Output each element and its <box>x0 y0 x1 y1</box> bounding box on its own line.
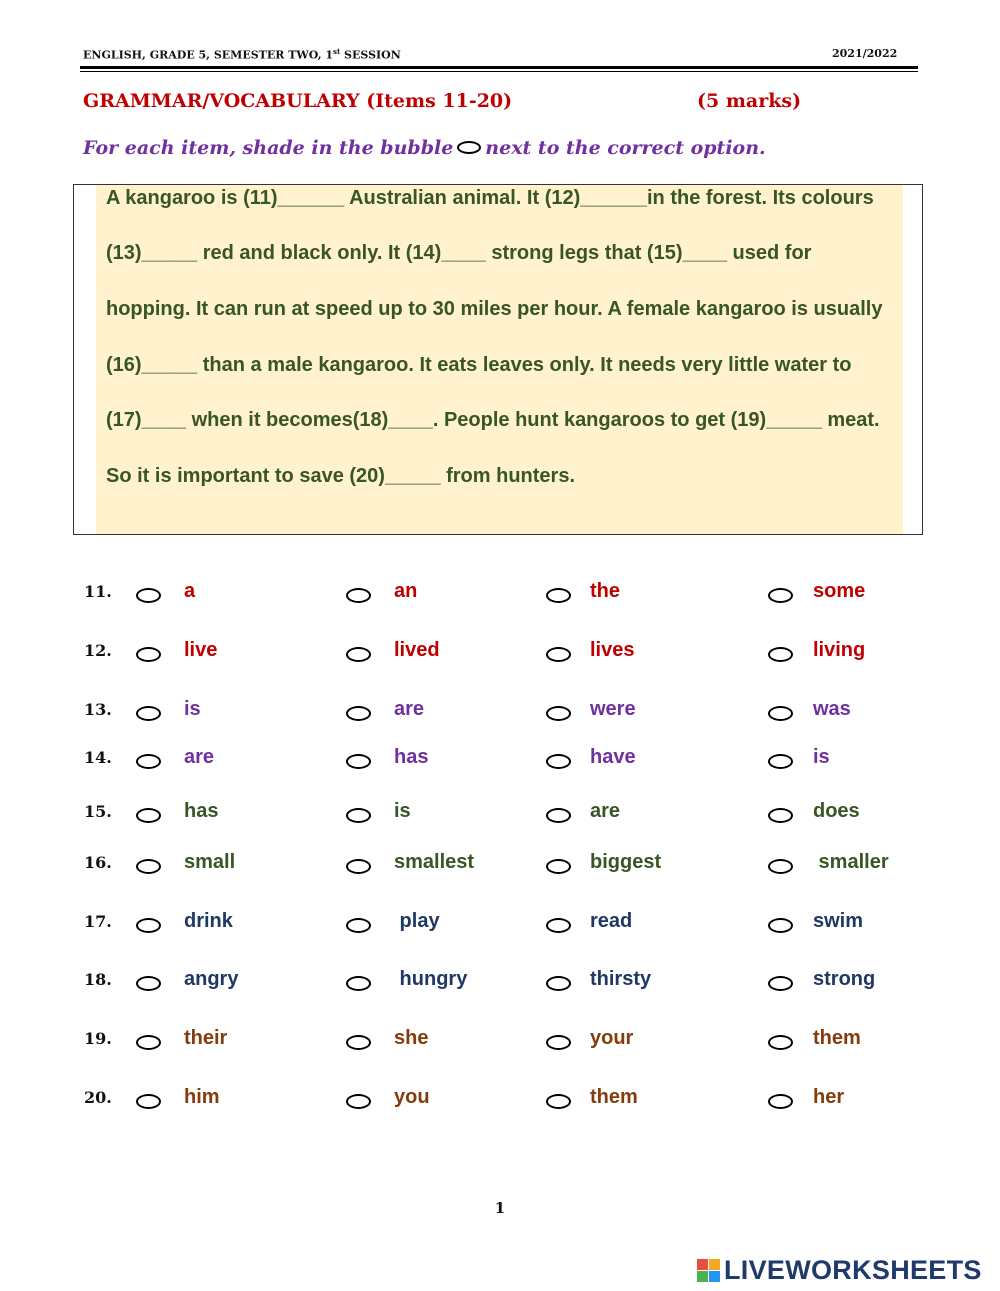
answer-bubble[interactable] <box>346 706 371 721</box>
item-number: 20. <box>84 1088 112 1107</box>
answer-bubble[interactable] <box>546 859 571 874</box>
answer-option[interactable]: some <box>813 580 866 602</box>
answer-option[interactable]: was <box>813 698 851 720</box>
item-number: 18. <box>84 970 112 989</box>
answer-bubble[interactable] <box>768 706 793 721</box>
logo-mark-icon <box>697 1259 720 1282</box>
passage-line: A kangaroo is (11)______ Australian animal. It (12)______in the forest. Its colours <box>106 187 874 209</box>
answer-bubble[interactable] <box>346 976 371 991</box>
answer-option[interactable]: drink <box>184 910 233 932</box>
answer-option[interactable]: him <box>184 1086 220 1108</box>
answer-bubble[interactable] <box>346 588 371 603</box>
answer-bubble[interactable] <box>136 647 161 662</box>
page-number: 1 <box>494 1199 506 1217</box>
answer-option[interactable]: have <box>590 746 636 768</box>
answer-option[interactable]: angry <box>184 968 239 990</box>
answer-option[interactable]: you <box>394 1086 430 1108</box>
answer-bubble[interactable] <box>346 1094 371 1109</box>
answer-option[interactable]: them <box>813 1027 861 1049</box>
answer-option[interactable]: the <box>590 580 620 602</box>
header-left: ENGLISH, GRADE 5, SEMESTER TWO, 1st SESSION <box>83 47 401 62</box>
answer-bubble[interactable] <box>136 1094 161 1109</box>
answer-option[interactable]: them <box>590 1086 638 1108</box>
answer-bubble[interactable] <box>546 1035 571 1050</box>
item-number: 13. <box>84 700 112 719</box>
answer-bubble[interactable] <box>768 1035 793 1050</box>
answer-option[interactable]: is <box>813 746 830 768</box>
answer-option[interactable]: read <box>590 910 633 932</box>
answer-option[interactable]: is <box>184 698 201 720</box>
answer-bubble[interactable] <box>136 918 161 933</box>
answer-bubble[interactable] <box>346 808 371 823</box>
answer-option[interactable]: her <box>813 1086 845 1108</box>
answer-option[interactable]: their <box>184 1027 228 1049</box>
answer-bubble[interactable] <box>768 1094 793 1109</box>
answer-option[interactable]: strong <box>813 968 876 990</box>
answer-bubble[interactable] <box>546 1094 571 1109</box>
answer-option[interactable]: smaller <box>813 851 889 873</box>
answer-bubble[interactable] <box>346 754 371 769</box>
section-title: GRAMMAR/VOCABULARY (Items 11-20) <box>83 90 513 112</box>
answer-bubble[interactable] <box>768 588 793 603</box>
item-number: 19. <box>84 1029 112 1048</box>
answer-bubble[interactable] <box>768 754 793 769</box>
item-number: 16. <box>84 853 112 872</box>
item-number: 14. <box>84 748 112 767</box>
answer-option[interactable]: an <box>394 580 418 602</box>
answer-option[interactable]: thirsty <box>590 968 652 990</box>
answer-bubble[interactable] <box>546 808 571 823</box>
logo-text: LIVEWORKSHEETS <box>724 1254 982 1285</box>
header-year: 2021/2022 <box>832 47 898 60</box>
item-number: 12. <box>84 641 112 660</box>
answer-option[interactable]: hungry <box>394 968 468 990</box>
answer-bubble[interactable] <box>546 754 571 769</box>
item-number: 17. <box>84 912 112 931</box>
answer-option[interactable]: biggest <box>590 851 662 873</box>
answer-option[interactable]: lives <box>590 639 635 661</box>
answer-bubble[interactable] <box>346 647 371 662</box>
header-divider <box>80 66 918 69</box>
item-number: 15. <box>84 802 112 821</box>
answer-bubble[interactable] <box>136 976 161 991</box>
answer-option[interactable]: is <box>394 800 411 822</box>
answer-bubble[interactable] <box>546 647 571 662</box>
answer-bubble[interactable] <box>546 706 571 721</box>
answer-option[interactable]: lived <box>394 639 440 661</box>
answer-option[interactable]: were <box>590 698 636 720</box>
answer-option[interactable]: are <box>590 800 621 822</box>
bubble-icon <box>457 141 481 154</box>
answer-bubble[interactable] <box>346 859 371 874</box>
answer-option[interactable]: swim <box>813 910 864 932</box>
answer-bubble[interactable] <box>136 1035 161 1050</box>
answer-bubble[interactable] <box>346 918 371 933</box>
answer-option[interactable]: are <box>394 698 425 720</box>
answer-bubble[interactable] <box>136 754 161 769</box>
answer-bubble[interactable] <box>768 918 793 933</box>
passage-line: hopping. It can run at speed up to 30 miles per hour. A female kangaroo is usually <box>106 298 883 320</box>
answer-bubble[interactable] <box>136 859 161 874</box>
answer-option[interactable]: your <box>590 1027 634 1049</box>
answer-bubble[interactable] <box>136 808 161 823</box>
liveworksheets-logo <box>697 1254 982 1286</box>
answer-option[interactable]: small <box>184 851 236 873</box>
answer-bubble[interactable] <box>346 1035 371 1050</box>
answer-bubble[interactable] <box>546 918 571 933</box>
instruction: For each item, shade in the bubble next to the correct option. <box>83 137 766 159</box>
answer-bubble[interactable] <box>546 588 571 603</box>
answer-bubble[interactable] <box>546 976 571 991</box>
answer-option[interactable]: has <box>394 746 429 768</box>
answer-option[interactable]: has <box>184 800 219 822</box>
answer-option[interactable]: live <box>184 639 218 661</box>
answer-option[interactable]: play <box>394 910 440 932</box>
answer-option[interactable]: a <box>184 580 196 602</box>
answer-bubble[interactable] <box>136 588 161 603</box>
section-marks: (5 marks) <box>697 90 802 112</box>
passage-line: (17)____ when it becomes(18)____. People hunt kangaroos to get (19)_____ meat. <box>106 409 880 431</box>
item-number: 11. <box>84 582 112 601</box>
header-divider-thin <box>80 71 918 72</box>
answer-bubble[interactable] <box>768 976 793 991</box>
answer-option[interactable]: does <box>813 800 860 822</box>
answer-option[interactable]: smallest <box>394 851 475 873</box>
passage-line: (13)_____ red and black only. It (14)____ strong legs that (15)____ used for <box>106 242 812 264</box>
answer-bubble[interactable] <box>768 647 793 662</box>
answer-option[interactable]: she <box>394 1027 429 1049</box>
answer-bubble[interactable] <box>768 859 793 874</box>
answer-option[interactable]: are <box>184 746 215 768</box>
passage-line: (16)_____ than a male kangaroo. It eats leaves only. It needs very little water to <box>106 354 852 376</box>
answer-bubble[interactable] <box>136 706 161 721</box>
passage-line: So it is important to save (20)_____ from hunters. <box>106 465 576 487</box>
answer-bubble[interactable] <box>768 808 793 823</box>
answer-option[interactable]: living <box>813 639 866 661</box>
